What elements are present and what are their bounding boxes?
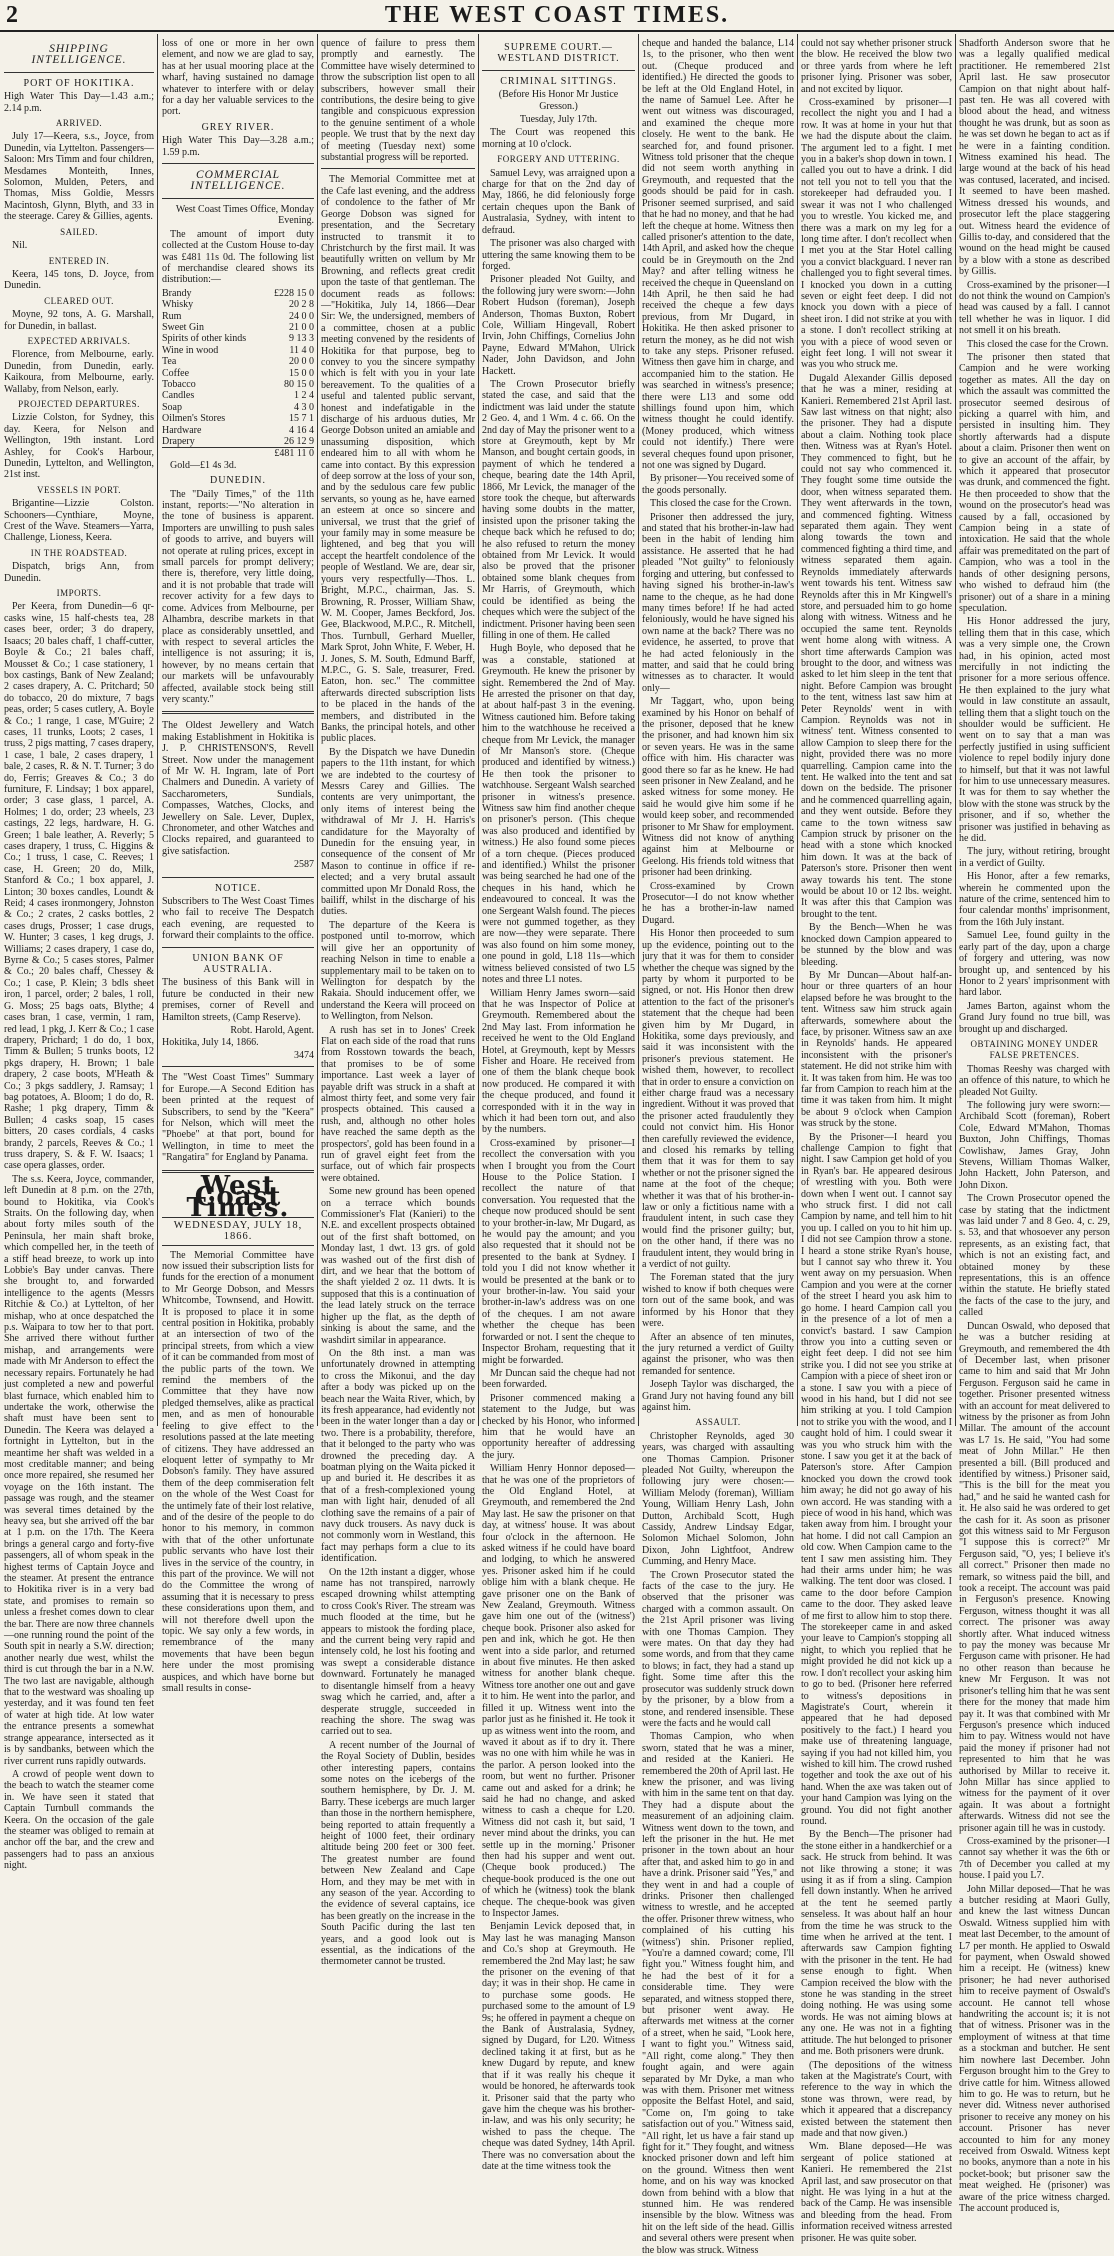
- duty-row: [162, 413, 314, 424]
- court-paragraph: Cross-examined by prisoner—I recollect the conversation with you when I brought you from the Court House to the Police Station. I recollect the nature of that conversation. You requested that the cheque now produced should be sent to your brother-in-law, Mr Dugard, as he would pay the amount; and you also requested that it should not be presented to the bank at Sydney. I told you I did not know whether it would be presented at the bank or to your brother-in-law. You said your brother-in-law's address was on one of the cheques. I am not aware whether the cheque has been forwarded or not. I sent the cheque to Inspector Broham, requesting that it might be forwarded.: [482, 1137, 635, 1366]
- news-paragraph: A recent number of the Journal of the Royal Society of Dublin, besides other interesting papers, contains some notes on the icebergs of the southern hemisphere, by Dr. J. M. Barry. These icebergs are much larger than those in the northern hemisphere, being reported to attain frequently a height of 1000 feet, their ordinary altitude being 200 feet or 300 feet. The greatest number are found between New Zealand and Cape Horn, and they may be met with in any season of the year. According to the evidence of several captains, ice has been greatly on the increase in the South Pacific during the last ten years, and a good look out is essential, as the indications of the thermometer cannot be trusted.: [321, 1739, 475, 1968]
- divider: [162, 711, 314, 714]
- duty-item: Rum: [162, 310, 182, 322]
- duty-value: 20 0 0: [289, 356, 314, 368]
- court-paragraph: Samuel Levy, was arraigned upon a charge for that on the 2nd day of May, 1866, he did feloniously forge certain cheques upon the Bank of Australasia, Sydney, with intent to defraud.: [482, 167, 635, 236]
- court-paragraph: could not say whether prisoner struck the blow. He received the blow two or three yards from where he left prisoner lying. Prisoner was sober, and not excited by liquor.: [801, 38, 952, 95]
- court-paragraph: Cross-examined by the prisoner—I do not think the wound on Campion's head was caused by a fall. I cannot tell whether he was in liquor. I did not smell it on his breath.: [959, 279, 1110, 337]
- page-header: [0, 0, 1114, 32]
- court-paragraph: By Mr Duncan—About half-an-hour or three quarters of an hour elapsed before he was brought to the tent. Witness saw him struck again afterwards, somewhere about the face, by prisoner. Witness saw an axe in Reynolds' hands. He appeared inconsistent with the prisoner's statement. He did not strike him with it. It was taken from him. He was too far from Campion to reach him at the time it was taken from him. It might be about 9 o'clock when Campion was struck by the stone.: [801, 969, 952, 1130]
- duty-item: Tobacco: [162, 378, 196, 390]
- column-rule: [317, 34, 318, 1426]
- bank-heading: UNION BANK OF AUSTRALIA.: [192, 952, 284, 976]
- vessels-text: Brigantine—Lizzie Colston. Schooners—Cynthiare, Moyne, Crest of the Wave. Steamers—Yarra, Challenge, Lioness, Keera.: [4, 498, 154, 544]
- duty-value: 24 0 0: [289, 310, 314, 322]
- duty-item: Hardware: [162, 424, 202, 436]
- projected-text: Lizzie Colston, for Sydney, this day. Keera, for Nelson and Wellington, 19th instant. Lord Ashley, for Cook's Harbour, Dunedin, Lyttelton, and Wellington, 21st inst.: [4, 412, 154, 481]
- bank-text: The business of this Bank will in future be conducted in their new premises, corner of Revell and Hamilton streets, (Camp Reserve).: [162, 977, 314, 1023]
- court-paragraph: Dugald Alexander Gillis deposed that he was a miner, residing at Kanieri. Remembered 21st April last. Saw last witness on that night; also the prisoner. They had a dispute about a claim. Nothing took place then. Witness was at Ryan's Hotel. They commenced to fight, but he could not say who commenced it. They fought some time outside the door, when witness separated them. They went afterwards in the town, and commenced fighting. Witness separated them again. They went along towards the town and commenced fighting a third time, and witness separated them again. Reynolds immediately afterwards went towards his tent. Witness saw Reynolds after this in Mr Kingwell's store, and persuaded him to go home along with witness. Witness and he occupied the same tent. Reynolds went home along with witness. A short time afterwards Campion was brought to the door, and witness was asked to let him sleep in the tent that night. Before Campion was brought to the tent, witness last saw him at Peter Reynolds' went in with Campion. Reynolds was not in witness' tent. Witness consented to allow Campion to sleep there for the night, provided there was no more quarrelling. Campion came into the tent. He walked into the tent and sat down on the bedside. The prisoner and he commenced quarrelling again, and they went outside. Before they came to the town witness saw Campion struck by prisoner on the head with a stone which knocked him down. It was at the back of Paterson's store. Prisoner then went away towards his tent. The stone would be about 10 or 12 lbs. weight. It was after this that Campion was brought to the tent.: [801, 372, 952, 920]
- court-paragraph: His Honor then proceeded to sum up the evidence, pointing out to the jury that it was for them to consider whether the cheque was signed by the party by whom it purported to be signed, or not. His Honor then drew attention to the fact of the prisoner's statement that the cheque had been given him by Mr Dugard, in Hokitika, some days previously, and said it was inconsistent with the prisoner's previous statement. He wished them, however, to recollect that in order to ensure a conviction on either charge fraud was a necessary ingredient. Without it was proved that the prisoner acted fraudulently they could not convict him. His Honor then carefully reviewed the evidence, and closed his remarks by telling them that it was for them to say whether or not the prisoner signed the name at the foot of the cheque; whether it was that of his brother-in-law or only a fictitious name with a fraudulent intent, in such case they would find the prisoner guilty; but, on the other hand, if there was no fraudulent intent, they would bring in a verdict of not guilty.: [642, 928, 794, 1271]
- duty-row: [162, 288, 314, 299]
- court-paragraph: By the Bench—When he was knocked down Campion appeared to be stunned by the blow and was bleeding.: [801, 922, 952, 968]
- court-paragraph: Cross-examined by prisoner—I recollect the night you and I had a row. It was at home in your hut that we had the dispute about the claim. The argument led to a fight. I met you in a baker's shop down in town. I called you out to have a drink. I did not tell you not to tell you that the storekeeper had defrauded you. I swear it was not I who challenged you to wrestle. You kicked me, and there was a mark on my leg for a long time after. I don't recollect when I met you at the Star Hotel calling you a convict blackguard. I never ran challenged you to fight several times. I knocked you down in a cutting seven or eight feet deep. I did not knock you down with a piece of sheet iron. I did not strike at you with a stone. I don't recollect striking at you with a piece of wood seven or eight feet long. I will not swear it was you who struck me.: [801, 97, 952, 371]
- court-paragraph: Shadforth Anderson swore that he was a legally qualified medical practitioner. He remembered 21st April last. He saw prosecutor Campion on that night about half-past ten. He was all covered with blood about the head, and witness thought he was drunk, but as soon as he was set down he began to act as if he were in a fainting condition. Witness examined his head. The large wound at the back of his head was contused, lacerated, and incised. It seemed to have been mashed. Witness dressed his wounds, and prosecutor left the place staggering out. Witness heard the evidence of Gillis to-day, and considered that the wound on the head might be caused by a blow with a stone as described by Gillis.: [959, 38, 1110, 278]
- duty-row: [162, 368, 314, 379]
- port-heading: PORT OF HOKITIKA.: [23, 77, 135, 89]
- court-paragraph: Prisoner then addressed the jury, and stated that his brother-in-law had been in the habit of lending him assistance. He asserted that he had pleaded "Not guilty" to feloniously forging and uttering, but confessed to having signed his brother-in-law's name to the cheque, as he had done many times before! If he had acted feloniously, would he have signed his own name at the back? There was no evidence, he asserted, to prove that he had acted feloniously in the matter, and said that he could bring witnesses as to character. It would only—: [642, 511, 794, 694]
- duty-item: Whisky: [162, 299, 194, 311]
- duty-row: [162, 333, 314, 344]
- duty-value: 4 3 0: [294, 401, 314, 413]
- court-paragraph: Wm. Blane deposed—He was sergeant of police stationed at Kanieri. He remembered the 21st April last, and saw prosecutor on that night. He was lying in a hut at the back of the Camp. He was insensible and bleeding from the head. From information received witness arrested prisoner. He was quite sober.: [801, 2141, 952, 2244]
- duty-row: [162, 356, 314, 367]
- cleared-text: Moyne, 92 tons, A. G. Marshall, for Dunedin, in ballast.: [4, 309, 154, 332]
- court-paragraph: Mr Duncan said the cheque had not been forwarded.: [482, 1367, 635, 1391]
- court-paragraph: William Henry James sworn—said that he was Inspector of Police at Greymouth. Remembered about the 2nd May last. From information he received he went to the Old England Hotel, at Greymouth, kept by Messrs Fisher and Hoare. He received from one of them the blank cheque book now produced. He compared it with the cheque produced, and found it corresponded with it in the way in which it had been torn out, and also by the numbers.: [482, 987, 635, 1136]
- court-paragraph: Prisoner pleaded Not Guilty, and the following jury were sworn:—John Robert Hudson (foreman), Joseph Anderson, Thomas Buxton, Robert Cole, William Hingevall, Robert Irvin, John Chiffings, Cornelius John Payne, Edward M'Mahon, Ulrick Nader, John Davidson, and John Hackett.: [482, 274, 635, 377]
- duty-item: Wine in wood: [162, 344, 219, 356]
- court-paragraph: By prisoner—You received some of the goods personally.: [642, 473, 794, 496]
- duty-item: Brandy: [162, 287, 192, 299]
- court-paragraph: By the Prisoner—I heard you challenge Campion to fight that night. I saw Campion get hold of you in Ryan's bar. He appeared desirous of wrestling with you. Both were down when I went out. I cannot say who struck first. I did not call Campion by name, and tell him to hit you up. I called on you to hit him up. I did not see Campion throw a stone. I heard a stone strike Ryan's house, but I cannot say who threw it. You went away on my persuasion. When Campion and you were at the corner of the street I heard you ask him to go home. I heard Campion call you in the presence of a lot of men a convict's bastard. I saw Campion throw you into a cutting seven or eight feet deep. I did not see him strike you. I did not see you strike at Campion with a piece of sheet iron or a stone. I saw you with a piece of wood in his hand, but I did not see him striking at you. I told Campion not to strike you with the wood, and I caught hold of him. I could swear it was you who struck him with the stone. I saw you get it at the back of Paterson's store. After Campion knocked you down the crowd took him away; he did not go away of his own accord. He was standing with a piece of wood in his hand, which was taken away from him. I brought your hat home. I did not call Campion an old cow. When Campion came to the tent I saw men assisting him. They had their arms under him; he was walking. The tent door was closed. I came to the door before Campion came to the door. They asked leave of me first to allow him to stop there. The storekeeper came in and asked your leave to Campion's stopping all night, to which you replied that he might provided he did not kick up a row. I don't recollect your asking him to go to bed. (Prisoner here referred to witness's depositions in Magistrate's Court, wherein it appeared that he had deposed positively to the fact.) I heard you make use of threatening language, saying if you had not killed him, you wished to kill him. The crowd rushed together and took the axe out of his hand. When the axe was taken out of your hand Campion was lying on the ground. You did not fight another round.: [801, 1131, 952, 1827]
- court-paragraph: After an absence of ten minutes, the jury returned a verdict of Guilty against the prisoner, who was then remanded for sentence.: [642, 1331, 794, 1377]
- court-paragraph: The following jury were sworn:—Archibald Scott (foreman), Robert Cole, Edward M'Mahon, Thomas Buxton, John Chiffings, Thomas Cowlishaw, James Gray, John Stevens, William Thomas Walker, John Hackett, John Paterson, and John Dixon.: [959, 1099, 1110, 1191]
- news-paragraph: The departure of the Keera is postponed until to-morrow, which will give her an opportunity of reaching Nelson in time to enable a supplementary mail to be taken on to Wellington for despatch by the Rakaia. Should inducement offer, we understand the Keera will proceed on to Wellington, from Nelson.: [321, 919, 475, 1023]
- judge-line: (Before His Honor Mr Justice Gresson.): [498, 89, 619, 112]
- grey-river-heading: GREY RIVER.: [201, 121, 275, 133]
- column-court-2: [642, 38, 794, 2256]
- duty-intro: The amount of import duty collected at the Custom House to-day was £481 11s 0d. The following list of merchandise cleared shows its distribution:—: [162, 228, 314, 286]
- court-paragraph: John Millar deposed—That he was a butcher residing at Maori Gully, and knew the last witness Duncan Oswald. Witness supplied him with meat last December, to the amount of L7 per month. He applied to Oswald for payment, when Oswald showed him a receipt. He (witness) knew prisoner; he had never authorised him to receive payment of Oswald's account. He cannot tell whose handwriting the account is; it is not that of witness. Prisoner was in the employment of witness at that time as a stockman and butcher. He sent him nowhere last December. John Ferguson brought him to the Grey to drive cattle for him. Witness allowed him to go. He was to return, but he never did. Witness never authorised prisoner to receive any money on his account. Prisoner has never accounted to him for any money received from Oswald. Witness kept no books, anymore than a note in his pocket-book; but prisoner saw the meat weighed. He (prisoner) was aware of the price witness charged. The account produced is,: [959, 1883, 1110, 2214]
- court-paragraph: Thomas Campion, who when sworn, stated that he was a miner, and resided at the Kanieri. He remembered the 20th of April last. He knew the prisoner, and was living with him in the same tent on that day. They had a dispute about the measurement of an adjoining claim. Witness went down to the town, and left the prisoner in the hut. He met prisoner in the town about an hour after that, and asked him to go in and have a drink. Prisoner said "Yes," and they went in and had a couple of drinks. Prisoner then challenged witness to wrestle, and he accepted the offer. Prisoner threw witness, who complained of his cutting his (witness') shin. Prisoner replied, "You're a damned coward; come, I'll fight you." Witness fought him, and he had the best of it for a considerable time. They were separated, and witness stopped there, but prisoner went away. He afterwards met witness at the corner of a street, when he said, "Look here, I want to fight you." Witness said, "All right, come along." They then fought again, and were again separated by Mr Dyke, a man who was with them. Prisoner met witness opposite the Belfast Hotel, and said, "Come on, I'm going to take satisfaction out of you." Witness said, "All right, let us have a fair stand up fight for it." They fought, and witness knocked prisoner down and left him on the ground. Witness then went home, and on his way was knocked down from behind with a blow that stunned him. He was rendered insensible by the blow. Witness was hit on the left side of the head. Gillis and several others were present when the blow was struck. Witness: [642, 1731, 794, 2256]
- duty-item: Sweet Gin: [162, 321, 204, 333]
- summary-notice: The "West Coast Times" Summary for Europe.—A Second Edition has been printed at the request of Subscribers, to send by the "Keera" for Nelson, which will meet the "Phoebe" at that port, bound for Wellington, in time to meet the "Rangatira" for England by Panama.: [162, 1072, 314, 1164]
- assault-heading: ASSAULT.: [695, 1417, 741, 1428]
- divider: [162, 163, 314, 164]
- court-paragraph: The prisoner was also charged with uttering the same knowing them to be forged.: [482, 238, 635, 272]
- column-rule: [478, 34, 479, 1426]
- arrived-heading: ARRIVED.: [55, 118, 103, 129]
- court-paragraph: Christopher Reynolds, aged 30 years, was charged with assaulting one Thomas Campion. Prisoner pleaded Not Guilty, whereupon the following jury were chosen:—William Melody (foreman), William Young, William Henry Lash, John Dutton, Archibald Scott, Hugh Cassidy, Andrew Lindsay Edgar, Solomon Michael Solomon, John Dixon, John Lightfoot, Andrew Cumming, and Henry Mace.: [642, 1430, 794, 1568]
- duty-item: Coffee: [162, 367, 190, 379]
- court-paragraph: Thomas Reeshy was charged with an offence of this nature, to which he pleaded Not Guilty.: [959, 1063, 1110, 1098]
- court-paragraph: By the Bench—The prisoner had the stone either in a handkerchief or a sack. He struck from behind. It was not like throwing a stone; it was using it as if from a sling. Campion fell down instantly. When he arrived at the tent he seemed partly senseless. It was about half an hour from the time he was struck to the time when he arrived at the tent. I afterwards saw Campion fighting with the prisoner in the tent. He had sense enough to fight. When Campion received the blow with the stone he was standing in the street doing nothing. He was using some words. He was not aiming blows at any one. He was not in a fighting attitude. The hut belonged to prisoner and me. Both prisoners were drunk.: [801, 1829, 952, 2058]
- duty-value: 80 15 0: [284, 378, 314, 390]
- bank-date: Hokitika, July 14, 1866.: [162, 1036, 259, 1048]
- court-paragraph: This closed the case for the Crown.: [967, 338, 1109, 350]
- duties-table: [162, 288, 314, 448]
- court-paragraph: Benjamin Levick deposed that, in May last he was managing Manson and Co.'s shop at Greymouth. He remembered the 2nd May last; he saw the prisoner on the evening of that day; it was in their shop. He came in to purchase some goods. He purchased some to the amount of L9 9s; he offered in payment a cheque on the Bank of Australasia, Sydney, signed by Dugard, for L20. Witness declined taking it at first, but as he knew Dugard by repute, and knew that if it was really his cheque it would be honored, he afterwards took it. Prisoner said that the party who gave him the cheque was his brother-in-law, and was his only security; he wished to pass the cheque. The cheque was dated Sydney, 14th April. There was no conversation about the date at the time witness took the: [482, 1921, 635, 2172]
- column-commercial: [162, 38, 314, 1695]
- editorial-text: The Memorial Committee have now issued their subscription lists for funds for the erection of a monument to Mr George Dobson, and Messrs Whitcombe, Townsend, and Howitt. It is proposed to place it in some central position in Hokitika, probably at an intersection of two of the principal streets, from which a view of it can be commanded from most of the public parts of the town. We remind the members of the Committee that they have now pledged themselves, alike as practical men, and as men of honourable feeling to give effect to the resolutions passed at the late meeting of citizens. They have addressed an eloquent letter of sympathy to Mr Dobson's family. They have assured them of the deep commiseration felt on the whole of the West Coast for the untimely fate of their lost relative, and of the desire of the people to do honor to his memory, in common with that of the other unfortunate public servants who have lost their lives in the service of the country, in this part of the province. We will not do the Committee the wrong of assuming that it is necessary to press these considerations upon them, and will not therefore dwell upon the topic. We say only a few words, in remembrance of the many movements that have been begun here under the most promising auspices, and which have borne but small results in conse-: [162, 1249, 314, 1695]
- commercial-heading: COMMERCIAL INTELLIGENCE.: [190, 169, 286, 193]
- news-paragraph: Some new ground has been opened on a terrace which bounds Commissioner's Flat (Kanieri) to the N.E. and excellent prospects obtained out of the first shaft bottomed, on Monday last, 1 dwt. 13 grs. of gold was washed out of the first dish of dirt, and we hear that the bottom of the shaft yielded 2 oz. 11 dwts. It is supposed that this is a continuation of the lead lately struck on the terrace higher up the flat, as the depth of sinking is about the same, and the washdirt similar in appearance.: [321, 1186, 475, 1346]
- court-paragraph: Cross-examined by Crown Prosecutor—I do not know whether he has a brother-in-law named Dugard.: [642, 880, 794, 926]
- imports-text: Per Keera, from Dunedin—6 qr-casks wine, 15 half-chests tea, 28 cases beer, order; 3 do drapery, Isaacs; 20 bales chaff, 1 chaff-cutter, Boyle & Co.; 21 bales chaff, Mousset & Co.; 1 case stationery, 1 box castings, Bank of New Zealand; 2 cases drapery, A. C. Pritchard; 50 do tobacco, 20 do mixture, 7 bags peas, order; 5 cases cutlery, A. Boyle & Co.; 1 range, 1 case, M'Guire; 2 cases, 11 trunks, Loots; 2 cases, 1 truss, 2 pigs matting, 7 cases drapery, 1 case, 1 bale, 2 cases drapery, 1 bale, 2 cases, R. & N. T. Turner; 3 do do, Ferris; Greaves & Co.; 3 do furniture, F. Lindsay; 1 box apparel, order; 3 case glass, 1 parcel, A. Holmes; 1 do, order; 23 wheels, 23 castings, 22 legs, hardware, H. G. Green; 1 bale leather, A. Reverly; 5 cases drapery, 1 truss, C. Higgins & Co.; 1 truss, 1 case, C. Reeves; 1 case, H. Green; 20 do, Milk, Stanford & Co.; 1 box apparel, J. Linton; 30 boxes candles, Loundt & Reid; 4 cases ironmongery, Johnston & Co.; 2 crates, 2 casks bottles, 2 cases drugs, Prosser; 1 case drugs, W. Hunter; 3 cases, 1 keg drugs, J. Williams; 2 cases drapery, 1 case do, Byrne & Co.; 5 cases stores, Palmer & Co.; 20 bales chaff, Chessey & Co.; 1 case, P. Klein; 3 bdls sheet iron, 1 parcel, order; 2 bales, 1 roll, G. Moss; 25 bags oats, Blythe; 4 cases bran, 1 case, vermin, 1 ram, red lead, 1 pkg, J. Kerr & Co.; 1 case drapery, Prichard; 1 do do, 1 box, Timm & Bullen; 5 trunks boots, 12 pkgs drapery, H. Brown; 1 bale drapery, 2 case boots, M'Heath & Co.; 3 pkgs saddlery, J. Ramsay; 1 bag potatoes, A. Bloom; 1 do do, R. Rashe; 1 pkg drapery, Timm & Bullen; 4 casks soap, 15 cases bitters, 20 cases cordials, 4 casks brandy, 2 parcels, Reeves & Co.; 1 truss drapery, S. & F. W. Isaacs; 1 case opera glasses, order.: [4, 601, 154, 1172]
- duty-item: Tea: [162, 356, 177, 368]
- sittings-heading: CRIMINAL SITTINGS.: [500, 75, 617, 87]
- news-paragraph: By the Dispatch we have Dunedin papers to the 11th instant, for which we are indebted to the courtesy of Messrs Carey and Gillies. The contents are very unimportant, the only items of interest being the withdrawal of Mr J. H. Harris's candidature for the Mayoralty of Dunedin for the ensuing year, in consequence of the consent of Mr Mason to continue in office if re-elected; and a very brutal assault committed upon Mr Donald Ross, the bailiff, whilst in the discharge of his duties.: [321, 746, 475, 918]
- court-paragraph: Cross-examined by the prisoner—I cannot say whether it was the 6th or 7th of December you called at my house. I paid you L7.: [959, 1835, 1110, 1882]
- divider: [4, 72, 154, 73]
- column-rule: [797, 34, 798, 1426]
- editorial-continued: quence of failure to press them promptly and earnestly. The Committee have wisely determined to throw the subscription list open to all subscribers, however small their contributions, the desire being to give tangible and conspicuous expression to the genuine sentiment of a whole people. We trust that by the next day of meeting (Tuesday next) some substantial progress will be reported.: [321, 38, 475, 164]
- court-paragraph: The jury, without retiring, brought in a verdict of Guilty.: [959, 846, 1110, 869]
- cleared-heading: CLEARED OUT.: [44, 295, 114, 306]
- column-court-1: [482, 38, 635, 2172]
- court-paragraph: The Crown Prosecutor stated the facts of the case to the jury. He observed that the prisoner was charged with a common assault. On the 21st April prisoner was living with one Thomas Campion. They were mates. On that day they had some words, and from that they came to blows; in fact, they had a stand up fight. Some time after this the prosecutor was suddenly struck down by the prisoner, by a blow from a stone, and rendered insensible. These were the facts and he would call: [642, 1569, 794, 1729]
- column-rule: [638, 34, 639, 1426]
- duty-row: [162, 379, 314, 390]
- sailed-heading: SAILED.: [60, 226, 98, 237]
- divider: [321, 168, 475, 169]
- duties-total: £481 11 0: [162, 447, 314, 459]
- court-paragraph: Mr Taggart, who, upon being examined by his Honor on behalf of the prisoner, deposed that he knew the prisoner, and had known him six or seven years. He was in the same office with him. His character was good there so far as he knew. He had seen prisoner in New Zealand, and he asked witness for some money. He said he would give him some if he would keep sober, and recommended prisoner to Mr Shaw for employment. Witness did not know of anything against him at Melbourne or Geelong. His friends told witness that prisoner had been drinking.: [642, 696, 794, 879]
- expected-text: Florence, from Melbourne, early. Dunedin, from Dunedin, early. Kaikoura, from Melbourne, early. Wallaby, from Nelson, early.: [4, 349, 154, 395]
- court-paragraph: His Honor, after a few remarks, wherein he commented upon the nature of the crime, sentenced him to four calendar months' imprisonment, from the 16th July instant.: [959, 871, 1110, 928]
- duty-row: [162, 436, 314, 447]
- news-paragraph: On the 12th instant a digger, whose name has not transpired, narrowly escaped drowning whilst attempting to cross Cook's River. The stream was much flooded at the time, but he appears to mistook the fording place, and the current being very rapid and intensely cold, he lost his footing and was swept a considerable distance downward. Fortunately he managed to disentangle himself from a heavy swag which he carried, and, after a desperate struggle, succeeded in reaching the shore. The swag was carried out to sea.: [321, 1566, 475, 1738]
- projected-heading: PROJECTED DEPARTURES.: [18, 398, 140, 409]
- entered-text: Keera, 145 tons, D. Joyce, from Dunedin.: [4, 268, 154, 292]
- duty-value: 15 0 0: [289, 367, 314, 379]
- duty-row: [162, 322, 314, 333]
- column-court-4: [959, 38, 1110, 2214]
- duty-value: 4 16 4: [289, 424, 314, 436]
- duty-value: 1 2 4: [294, 390, 314, 402]
- divider: [162, 877, 314, 878]
- court-paragraph: The Court was reopened this morning at 10 o'clock.: [482, 127, 635, 150]
- court-paragraph: This closed the case for the Crown.: [650, 498, 792, 510]
- duty-row: [162, 402, 314, 413]
- duty-value: 20 2 8: [289, 299, 314, 311]
- court-paragraph: The Foreman stated that the jury wished to know if both cheques were torn out of the same book, and was informed by his Honor that they were.: [642, 1272, 794, 1330]
- duty-value: 9 13 3: [289, 333, 314, 345]
- court-paragraph: His Honor addressed the jury, telling them that in this case, which was a very simple one, the Crown had, in his opinion, acted most mercifully in not indicting the prisoner for a more serious offence. He then explained to the jury what would in law constitute an assault, telling them that a slight touch on the shoulder would be sufficient. He went on to say that a man was perfectly justified in using sufficient violence to repel bodily injury done to himself, but that it was not lawful for him to use unnecessary measures. It was for them to say whether the blow with the stone was struck by the prisoner, and if so, whether the prisoner was justified in behaving as he did.: [959, 616, 1110, 845]
- dateline: WEDNESDAY, JULY 18, 1866.: [162, 1217, 314, 1246]
- court-paragraph: (The depositions of the witness taken at the Magistrate's Court, with reference to the way in which the stone was thrown, were read, by which it appeared that a discrepancy existed between the statement then made and that now given.): [801, 2059, 952, 2139]
- duty-item: Oilmen's Stores: [162, 413, 226, 425]
- duty-row: [162, 390, 314, 401]
- masthead: West Coast Times.: [186, 1170, 290, 1224]
- notice-text: Subscribers to The West Coast Times who fail to receive The Despatch each evening, are requested to forward their complaints to the office.: [162, 896, 314, 942]
- duty-value: 15 7 1: [289, 413, 314, 425]
- dunedin-heading: DUNEDIN.: [209, 475, 267, 487]
- arrived-text: July 17—Keera, s.s., Joyce, from Dunedin, via Lyttelton. Passengers—Saloon: Mrs Timm and four children, Mesdames Monteith, Innes, Solomon, Mulden, Peters, and Thomas, Miss Goldie, Messrs Macintosh, Glynn, Blyth, and 33 in the steerage. Carey & Gillies, agents.: [4, 131, 154, 223]
- news-paragraph: On the 8th inst. a man was unfortunately drowned in attempting to cross the Mikonui, and the day after a body was picked up on the beach near the Waita River, which, by its fresh appearance, had evidently not been in the water longer than a day or two. There is a probability, therefore, that it belonged to the party who was drowned the preceding day. A boatman plying on the Waita picked it up and buried it. He describes it as that of a fresh-complexioned young man with light hair, denuded of all clothing save the remains of a pair of navy duck trousers. As navy duck is not commonly worn in Westland, this fact may perhaps form a clue to its identification.: [321, 1347, 475, 1565]
- jeweller-ad-text: The Oldest Jewellery and Watch making Establishment in Hokitika is J. P. CHRISTENSON'S, Revell Street. Now under the management of Mr W. H. Ingram, late of Port Chalmers and Dunedin. A variety of Saccharometers, Sundials, Compasses, Watches, Clocks, and Jewellery on Sale. Lever, Duplex, Chronometer, and other Watches and Clocks repaired, and guaranteed to give satisfaction.: [162, 720, 314, 857]
- bank-number: 3474: [294, 1049, 314, 1061]
- notice-heading: NOTICE.: [214, 882, 262, 894]
- forgery-heading: FORGERY AND UTTERING.: [497, 154, 620, 165]
- duty-value: 11 4 0: [289, 344, 314, 356]
- news-paragraph: A rush has set in to Jones' Creek Flat on each side of the road that runs from Rosstown towards the beach, that promises to be of some importance. Last week a layer of payable drift was struck in a shaft at almost thirty feet, and some very fair prospects obtained. This caused a rush, and, although no other holes have reached the same depth as the prospectors', gold has been found in a run of gravel eight feet from the surface, out of which fair prospects were obtained.: [321, 1024, 475, 1184]
- duty-item: Candles: [162, 390, 195, 402]
- court-paragraph: Hugh Boyle, who deposed that he was a constable, stationed at Greymouth. He knew the prisoner by sight. Remembered the 2nd of May. He arrested the prisoner on that day, at about half-past 3 in the evening. Witness cautioned him. Before taking him to the watchhouse he received a cheque from Mr Levick, the manager of Mr Manson's store. (Cheque produced and identified by witness.) He then took the prisoner to watchhouse. Sergeant Walsh searched prisoner in witness's presence. Witness saw him find another cheque on prisoner's person. (This cheque was also produced and identified by witness.) He also found some pieces of a torn cheque. (Pieces produced and identified.) Whilst the prisoner was being searched he had one of the cheques in his hand, which he endeavoured to conceal. It was the one Sergeant Walsh found. The pieces were not gummed together, as they are now—they were separate. There was also found on him some money, one pound in gold, L18 11s—which witness believed consisted of two L5 notes and three L1 notes.: [482, 643, 635, 986]
- column-court-3: [801, 38, 952, 2244]
- court-paragraph: Prisoner commenced making a statement to the Judge, but was checked by his Honor, who informed him that he would have an opportunity hereafter of addressing the jury.: [482, 1392, 635, 1461]
- duty-item: Spirits of other kinds: [162, 333, 247, 345]
- court-paragraph: cheque and handed the balance, L14 1s, to the prisoner, who then went out. (Cheque produced and identified.) He directed the goods to be left at the Old England Hotel, in the name of Samuel Lee. After he went out witness was discouraged, and examined the cheque more closely. He went to the bank. He searched for, and found prisoner. Witness told prisoner that the cheque did not seem worth anything in Greymouth, and requested that the goods should be paid for in cash. Prisoner seemed surprised, and said that he had no money, and that he had left the cheque at home. Witness then called prisoner's attention to the date, 14th April, and asked how the cheque could be in Greymouth on the 2nd May? and after telling witness he received the cheque in Queensland on 14th April, he then said he had received the cheque a few days previous, from Mr Dugard, in Hokitika. He then asked prisoner to return the money, as he did not wish to take any steps. Prisoner refused. Witness then gave him in charge, and accompanied him to the station. He was searched in witness's presence; there were L13 and some odd shillings found upon him, which witness thought he could identify. (Money produced, which witness could not identify.) There were several cheques found upon prisoner, not one was signed by Dugard.: [642, 38, 794, 472]
- duty-value: 21 0 0: [289, 321, 314, 333]
- divider: [162, 947, 314, 948]
- court-paragraph: William Henry Honnor deposed—that he was one of the proprietors of the Old England Hotel, at Greymouth, and remembered the 2nd May last. He saw the prisoner on that day, at witness' house. It was about four o'clock in the afternoon. He asked witness if he could have board and lodging, to which he answered yes. Prisoner asked him if he could oblige him with a blank cheque. He gave prisoner one on the Bank of New Zealand, Greymouth. Witness gave him one out of the (witness') cheque book. Prisoner also asked for pen and ink, which he got. He then went into a side parlor, and returned in about five minutes. He then asked witness for another blank cheque. Witness tore another one out and gave it to him. He went into the parlor, and filled it up. Witness went into the parlor just as he finished it. He took it up as witness went into the room, and waved it about as if to dry it. There was no one with him while he was in the parlor. A person looked into the room, but went no further. Prisoner came out and asked for a drink; he said he had no change, and asked witness to cash a cheque for L20. Witness did not cash it, but said, 'I never mind about the drinks, you can settle up in the morning.' Prisoner then had his supper and went out. (Cheque book produced.) The cheque-book produced is the one out of which he (witness) took the blank cheque. The cheque-book was given to Inspector James.: [482, 1463, 635, 1919]
- gold-line: Gold—£1 4s 3d.: [170, 459, 237, 471]
- false-pretences-heading: OBTAINING MONEY UNDER FALSE PRETENCES.: [970, 1038, 1099, 1061]
- newspaper-title: THE WEST COAST TIMES.: [384, 2, 730, 28]
- court-paragraph: Duncan Oswald, who deposed that he was a butcher residing at Greymouth, and remembered the 4th of December last, when prisoner came to him and said that Mr John Ferguson. Ferguson said he came in together. Prisoner presented witness with an account for meat delivered to witness by the prisoner as from John Millar. The amount of the account was L7 1s. He said, "You had some meat of John Millar." He then presented a bill. (Bill produced and identified by witness.) Prisoner said, "This is the bill for the meat you had," and he said he wanted cash for it. He also said he was ordered to get the cash for it. As soon as prisoner got this witness said to Mr Ferguson "I suppose this is correct?" Mr Ferguson said, "O, yes; I believe it's all correct." Prisoner then made no remark, so witness paid the bill, and took a receipt. The account was paid in Ferguson's presence. Knowing Ferguson, witness thought it was all correct. The prisoner was away shortly after. What induced witness to pay the money was because Mr Ferguson came with prisoner. He had no other reason than because he knew Mr Ferguson. It was not prisoner's telling him that he was sent there for the money that made him pay it. It was that combined with Mr Ferguson's presence which induced him to pay. Witness would not have paid the money if prisoner had not represented to him that he was authorised by Millar to receive it. John Millar has since applied to witness for the payment of it over again. It was about a fortnight afterwards. Witness did not see the prisoner again till he was in custody.: [959, 1320, 1110, 1834]
- duty-item: Drapery: [162, 436, 195, 447]
- divider: [162, 198, 314, 199]
- shipping-news: The s.s. Keera, Joyce, commander, left Dunedin at 8 p.m. on the 27th, bound to Hokitika, via Cook's Straits. On the following day, when about forty miles south of the Peninsula, her main shaft broke, which compelled her, in the teeth of a stiff head breeze, to work up into Lobbie's Bay under canvas. There she brought to, and forwarded intelligence to the agents (Messrs Ritchie & Co.) at Lyttelton, of her mishap, who at once despatched the p.s. Waipara to tow her to that port. She arrived there without further mishap, and arrangements were made with Mr Anderson to effect the necessary repairs. Fortunately he had just completed a new and powerful blast furnace, which enabled him to undertake the work, otherwise the shaft must have been sent to Dunedin. The Keera was delayed a fortnight in Lyttelton, but in the meantime her shaft was welded in a most creditable manner; and being once more repaired, she resumed her voyage on the 16th instant. The passage was rough, and the steamer was several times detained by the heavy sea, but she arrived off the bar at 1 p.m. on the 17th. The Keera brings a general cargo and forty-five passengers, all of whom speak in the highest terms of Captain Joyce and the steamer. At present the entrance to Hokitika river is in a very bad state, and promises to remain so unless a freshet comes down to clear the bar. There are now three channels—one running round the point of the South spit in nearly a S.W. direction; another nearly due west, whilst the third is cut through the bar in a N.W. The two last are navigable, although that to the westward was shoaling up yesterday, and it was found ten feet of water at high tide. At low water the entrance presents a somewhat strange appearance, intersected as it is by sandbanks, between which the river current runs rapidly outwards.: [4, 1173, 154, 1767]
- court-paragraph: James Barton, against whom the Grand Jury found no true bill, was brought up and discharged.: [959, 1000, 1110, 1035]
- advertisement-jeweller: [162, 720, 314, 870]
- divider: [162, 1066, 314, 1067]
- roadstead-heading: IN THE ROADSTEAD.: [30, 547, 128, 558]
- shipping-continued: loss of one or more in her own element, and now we are glad to say, has at her usual mooring place at the wharf, having sustained no damage whatever to interfere with or delay for a day her valuable services to the port.: [162, 38, 314, 118]
- column-rule: [157, 34, 158, 1426]
- divider: [482, 70, 635, 71]
- dunedin-text: The "Daily Times," of the 11th instant, reports:—"No alteration in the tone of business is apparent. Importers are unwilling to push sales of goods to arrive, and buyers will not operate at ruling prices, except in small parcels for prompt delivery; there is, therefore, very little doing, and it is not probable that trade will recover activity for a few days to come. Advices from Melbourne, per Alhambra, describe markets in that place as considerably unsettled, and with respect to several articles the intelligence is not assuring; it is, however, by no means certain that our markets will be unfavourably affected, available stock being still very scanty.": [162, 488, 314, 705]
- column-shipping: [4, 38, 154, 1872]
- court-paragraph: The Crown Prosecutor opened the case by stating that the indictment was laid under 7 and 8 Geo. 4, c. 29, s. 53, and that whosoever any person represents, as an existing fact, that which is not an existing fact, and obtained money by these representations, this is an offence within the statute. He briefly stated the facts of the case to the jury, and called: [959, 1193, 1110, 1319]
- duty-item: Soap: [162, 401, 182, 413]
- vessels-heading: VESSELS IN PORT.: [36, 484, 122, 495]
- page-number: 2: [6, 2, 18, 28]
- shipping-heading: SHIPPING INTELLIGENCE.: [31, 43, 127, 67]
- grey-tide-text: High Water This Day—3.28 a.m.; 1.59 p.m.: [162, 135, 314, 158]
- duty-row: [162, 345, 314, 356]
- court-paragraph: The Crown Prosecutor briefly stated the case, and said that the indictment was laid under the statute 2 Geo. 4, and 1 Wm. 4 c. 66. On the 2nd day of May the prisoner went to a store at Greymouth, kept by Mr Manson, and bought certain goods, in payment of which he tendered a cheque, bearing date the 14th April, 1866, Mr Levick, the manager of the store took the cheque, but afterwards having some doubts in the matter, insisted upon the prisoner taking the cheque back which he refused to do; he also refused to return the money obtained from Mr Levick. It would also be proved that the prisoner obtained some blank cheques from Mr Harris, of Greymouth, which could be identified as being the cheques which were the subject of the indictment. Prisoner having been seen filling in one of them. He called: [482, 378, 635, 641]
- column-rule: [955, 34, 956, 1426]
- news-paragraph: The Memorial Committee met at the Cafe last evening, and the address of condolence to the father of Mr George Dobson was signed for presentation, and the Secretary instructed to transmit it to Christchurch by the first mail. It was beautifully written on vellum by Mr Browning, and reflects great credit upon the taste of that gentleman. The document reads as follows:—"Hokitika, July 14, 1866—Dear Sir: We, the undersigned, members of a committee, chosen at a public meeting convened by the residents of Hokitika for that purpose, beg to convey to you the sincere sympathy which is felt with you in your late bereavement. To the qualities of a useful and talented public servant, honest and indefatigable in the discharge of his arduous duties, Mr George Dobson united an amiable and unassuming disposition, which endeared him to all with whom he came into contact. By this expression of deep sorrow at the loss of your son, and by the sedulous care few public servants, so young as he, have earned an esteem at once so sincere and universal, we trust that the grief of your family may in some measure be lightened, and beg that you will accept the heartfelt condolence of the people of Westland. We are, dear sir, yours very respectfully—Thos. L. Bright, M.P.C., chairman, Jas. S. Browning, R. Prosser, William Shaw, W. M. Cooper, James Beckford, Jos. Gee, Blackwood, M.P.C., R. Mitchell, Thos. Turnbull, Gerhard Mueller, Mark Sprot, John White, F. Weber, H. J. Jones, S. M. South, Edmund Barff, M.P.C., G. S. Sale, treasurer, Fred. Eaton, hon. sec." The committee afterwards directed subscription lists to be placed in the hands of the members, and distributed in the Banks, the principal hotels, and other public places.: [321, 174, 475, 745]
- court-paragraph: Samuel Lee, found guilty in the early part of the day, upon a charge of forgery and uttering, was now brought up, and sentenced by his Honor to 2 years' imprisonment with hard labor.: [959, 930, 1110, 999]
- tide-text: High Water This Day—1.43 a.m.; 2.14 p.m.: [4, 91, 154, 114]
- sailed-text: Nil.: [12, 240, 28, 252]
- column-local-news: [321, 38, 475, 1968]
- expected-heading: EXPECTED ARRIVALS.: [27, 335, 131, 346]
- bank-signature: Robt. Harold, Agent.: [230, 1025, 314, 1037]
- court-paragraph: The prisoner then stated that Campion and he were working together as mates. All the day on which the assault was committed the prosecutor seemed desirous of picking a quarrel with him, and persisted in insulting him. They shortly afterwards had a dispute about a claim. Prisoner then went on to give an account of the affair, by which it appeared that prosecutor was drunk, and commenced the fight. He then proceeded to show that the wound on the prosecutor's head was caused by a fall, occasioned by Campion being in a state of intoxication. He said that the whole affair was premeditated on the part of Campion, who was a tool in the hands of other designing persons, who wished to defraud him (the prisoner) out of a share in a mining speculation.: [959, 351, 1110, 614]
- jeweller-ad-number: 2587: [294, 859, 314, 871]
- duty-row: [162, 425, 314, 436]
- entered-heading: ENTERED IN.: [48, 255, 110, 266]
- duty-value: 26 12 9: [284, 436, 314, 447]
- court-date: Tuesday, July 17th.: [519, 114, 598, 126]
- duty-value: £228 15 0: [274, 287, 314, 299]
- duty-row: [162, 311, 314, 322]
- court-heading: SUPREME COURT.—WESTLAND DISTRICT.: [497, 42, 620, 65]
- office-line: West Coast Times Office, Monday Evening.: [175, 203, 314, 227]
- roadstead-text: Dispatch, brigs Ann, from Dunedin.: [4, 561, 154, 584]
- shipping-note: A crowd of people went down to the beach to watch the steamer come in. We have seen it stated that Captain Turnbull commands the Keera. On the occasion of the gale the steamer was obliged to remain at anchor off the bar, and the crew and passengers had to pass an anxious night.: [4, 1768, 154, 1872]
- court-paragraph: Joseph Taylor was discharged, the Grand Jury not having found any bill against him.: [642, 1379, 794, 1413]
- imports-heading: IMPORTS.: [56, 588, 102, 599]
- duty-row: [162, 299, 314, 310]
